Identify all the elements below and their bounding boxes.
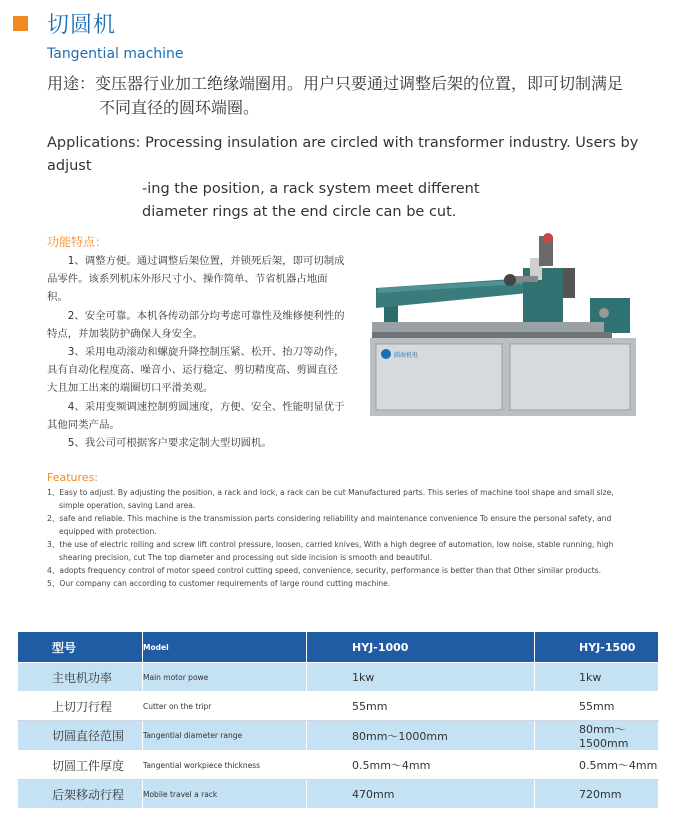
table-cell: 470mm	[307, 780, 535, 809]
machine-photo	[358, 228, 648, 418]
table-cell: 0.5mm～4mm	[535, 751, 659, 780]
table-row	[18, 751, 659, 780]
table-cell: Cutter on the tripr	[143, 692, 307, 721]
table-row	[18, 663, 659, 692]
table-header-row	[18, 632, 659, 663]
feature-en-line: shearing precision, cut The top diameter and processing out side incision is smooth and beautiful.	[59, 553, 433, 562]
feature-cn-item: 2、安全可靠。本机各传动部分均考虑可靠性及维修便利性的特点，并加装防护确保人身安全。	[47, 309, 345, 340]
table-cell: 720mm	[535, 780, 659, 809]
title-marker-icon	[13, 16, 28, 31]
usage-line: 不同直径的圆环端圈。	[99, 98, 260, 117]
feature-cn-item: 5、我公司可根据客户要求定制大型切圆机。	[67, 437, 272, 450]
feature-en-line: 4、adopts frequency control of motor speed control cutting speed, convenience, security, performance is better than that Other similar products.	[47, 566, 601, 575]
page-title: 切圆机	[47, 13, 117, 38]
table-header-cell: HYJ-1500	[535, 632, 659, 663]
table-row	[18, 721, 659, 751]
feature-cn-item: 3、采用电动滚动和螺旋升降控制压紧、松开、抬刀等动作，具有自动化程度高、噪音小、运行稳定、剪切精度高、剪圆直径大且加工出来的端圈切口平滑美观。	[47, 346, 345, 395]
feature-en-line: equipped with protection.	[59, 527, 157, 536]
table-cell: Main motor powe	[143, 663, 307, 692]
features-cn-list	[47, 252, 347, 452]
table-cell: Tangential workpiece thickness	[143, 751, 307, 780]
table-cell: 上切刀行程	[18, 692, 143, 721]
feature-cn-item: 4、采用变频调速控制剪圆速度，方便、安全、性能明显优于其他同类产品。	[47, 400, 345, 431]
features-cn-title: 功能特点：	[47, 235, 108, 249]
spec-table	[17, 631, 659, 809]
table-cell: 80mm～1500mm	[535, 721, 659, 751]
features-en-list	[47, 486, 667, 590]
applications-paragraph	[47, 132, 672, 224]
usage-paragraph	[47, 72, 667, 120]
table-cell: 55mm	[307, 692, 535, 721]
features-en-title: Features:	[47, 471, 99, 484]
feature-en-line: 3、the use of electric rolling and screw lift control pressure, loosen, carried knives, With a high degree of automation, low noise, stable running, high	[47, 540, 614, 549]
table-cell: 后架移动行程	[18, 780, 143, 809]
table-header-cell: 型号	[18, 632, 143, 663]
table-cell: 80mm～1000mm	[307, 721, 535, 751]
table-row	[18, 780, 659, 809]
table-cell: 0.5mm～4mm	[307, 751, 535, 780]
feature-en-line: 1、Easy to adjust. By adjusting the position, a rack and lock, a rack can be cut Manufactured parts. This series of machine tool shape and small size,	[47, 488, 614, 497]
table-cell: Tangential diameter range	[143, 721, 307, 751]
table-cell: 切圆工件厚度	[18, 751, 143, 780]
table-header-cell: HYJ-1000	[307, 632, 535, 663]
machine-logo: 圆海机电	[394, 352, 419, 359]
table-cell: Mobile travel a rack	[143, 780, 307, 809]
feature-en-line: 5、Our company can according to customer requirements of large round cutting machine.	[47, 579, 391, 588]
applications-line: diameter rings at the end circle can be cut.	[142, 204, 457, 220]
table-cell: 1kw	[535, 663, 659, 692]
page-subtitle: Tangential machine	[47, 46, 184, 62]
table-cell: 55mm	[535, 692, 659, 721]
usage-line: 用途：变压器行业加工绝缘端圈用。用户只要通过调整后架的位置，即可切制满足	[47, 74, 624, 93]
table-row	[18, 692, 659, 721]
table-header-cell: Model	[143, 632, 307, 663]
table-cell: 切圆直径范围	[18, 721, 143, 751]
feature-en-line: simple operation, saving Land area.	[59, 501, 196, 510]
table-cell: 主电机功率	[18, 663, 143, 692]
feature-en-line: 2、safe and reliable. This machine is the transmission parts considering reliability and maintenance convenience To ensure the personal safety, and	[47, 514, 612, 523]
table-cell: 1kw	[307, 663, 535, 692]
feature-cn-item: 1、调整方便。通过调整后架位置，并锁死后架，即可切制成品零件。该系列机床外形尺寸小、操作简单、节省机器占地面积。	[47, 255, 345, 304]
applications-line: Applications: Processing insulation are circled with transformer industry. Users by adjust	[47, 135, 639, 174]
applications-line: -ing the position, a rack system meet different	[142, 181, 480, 197]
